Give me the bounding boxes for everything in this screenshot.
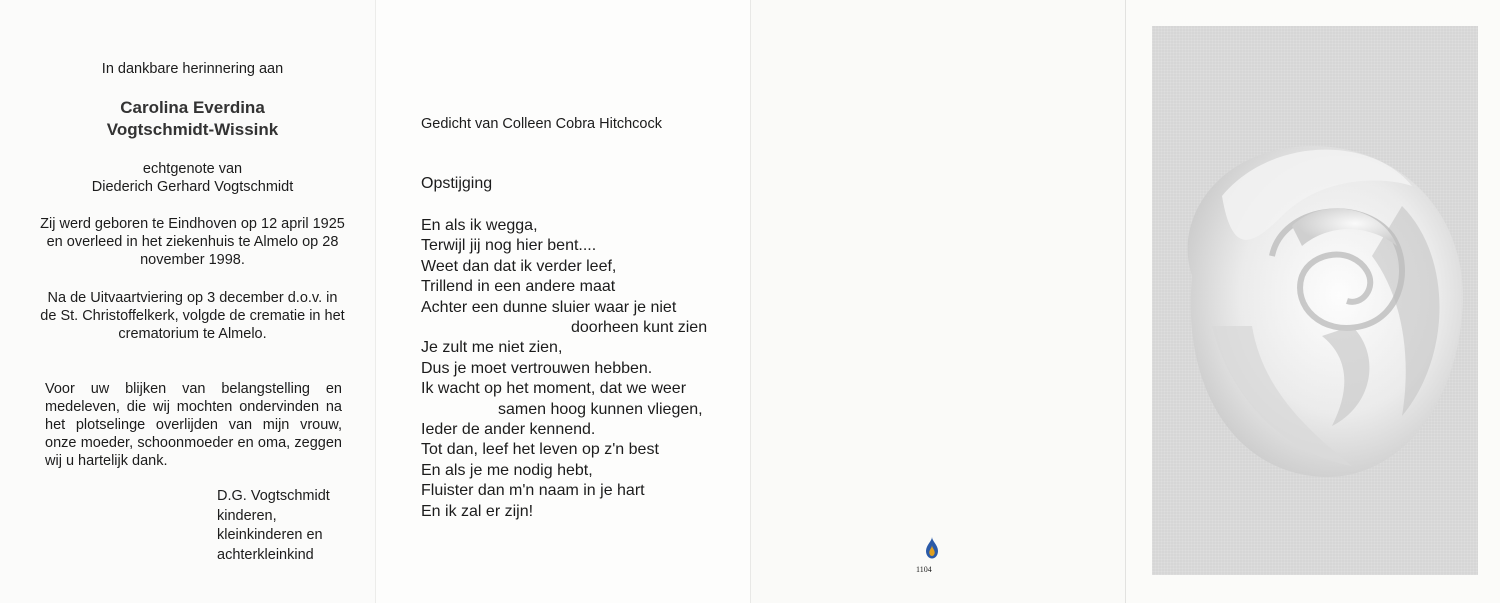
white-rose-image — [1152, 26, 1478, 575]
spouse-label: echtgenote van — [142, 161, 243, 177]
poem-line: doorheen kunt zien — [571, 319, 708, 337]
signature-block — [217, 487, 330, 565]
birth-death-text: Zij werd geboren te Eindhoven op 12 april 1925 en overleed in het ziekenhuis te Almelo op 28 november 1998. — [40, 216, 345, 268]
poem-line: Dus je moet vertrouwen hebben. — [421, 359, 653, 377]
poem-attribution: Gedicht van Colleen Cobra Hitchcock — [421, 116, 662, 132]
signature-line: achterkleinkind — [217, 546, 314, 563]
poem-body — [421, 216, 707, 522]
poem-panel — [375, 0, 750, 603]
poem-line: Weet dan dat ik verder leef, — [421, 257, 617, 275]
poem-line: Achter een dunne sluier waar je niet — [421, 298, 677, 316]
signature-line: kinderen, — [217, 507, 277, 524]
poem-line: En als je me nodig hebt, — [421, 461, 593, 479]
card-number: 1104 — [916, 565, 932, 574]
deceased-surname: Vogtschmidt-Wissink — [106, 120, 279, 139]
spouse-name: Diederich Gerhard Vogtschmidt — [91, 179, 294, 195]
poem-title: Opstijging — [421, 175, 493, 192]
poem-line: Trillend in een andere maat — [421, 278, 616, 296]
poem-line: Terwijl jij nog hier bent.... — [421, 237, 597, 255]
back-panel — [750, 0, 1125, 603]
flame-drop-icon — [923, 536, 941, 560]
poem-line: Je zult me niet zien, — [421, 339, 563, 357]
poem-line: Ieder de ander kennend. — [421, 421, 596, 439]
intro-text: In dankbare herinnering aan — [101, 61, 284, 77]
thanks-text: Voor uw blijken van belangstelling en medeleven, die wij mochten ondervinden na het plotselinge overlijden van mijn vrouw, onze moeder, schoonmoeder en oma, zeggen wij u hartelijk dank. — [45, 381, 342, 469]
poem-line: Tot dan, leef het leven op z'n best — [421, 441, 659, 459]
funeral-service-text: Na de Uitvaartviering op 3 december d.o.v. in de St. Christoffelkerk, volgde de crematie in het crematorium te Almelo. — [40, 290, 345, 342]
memorial-text-panel — [0, 0, 375, 603]
photo-panel — [1125, 0, 1500, 603]
deceased-first-names: Carolina Everdina — [120, 98, 265, 117]
signature-line: kleinkinderen en — [217, 527, 323, 543]
poem-line: Ik wacht op het moment, dat we weer — [421, 380, 687, 398]
poem-line: Fluister dan m'n naam in je hart — [421, 482, 645, 500]
poem-line: samen hoog kunnen vliegen, — [498, 400, 703, 418]
signature-line: D.G. Vogtschmidt — [217, 488, 330, 504]
poem-line: En ik zal er zijn! — [421, 502, 534, 520]
poem-line: En als ik wegga, — [421, 217, 538, 234]
